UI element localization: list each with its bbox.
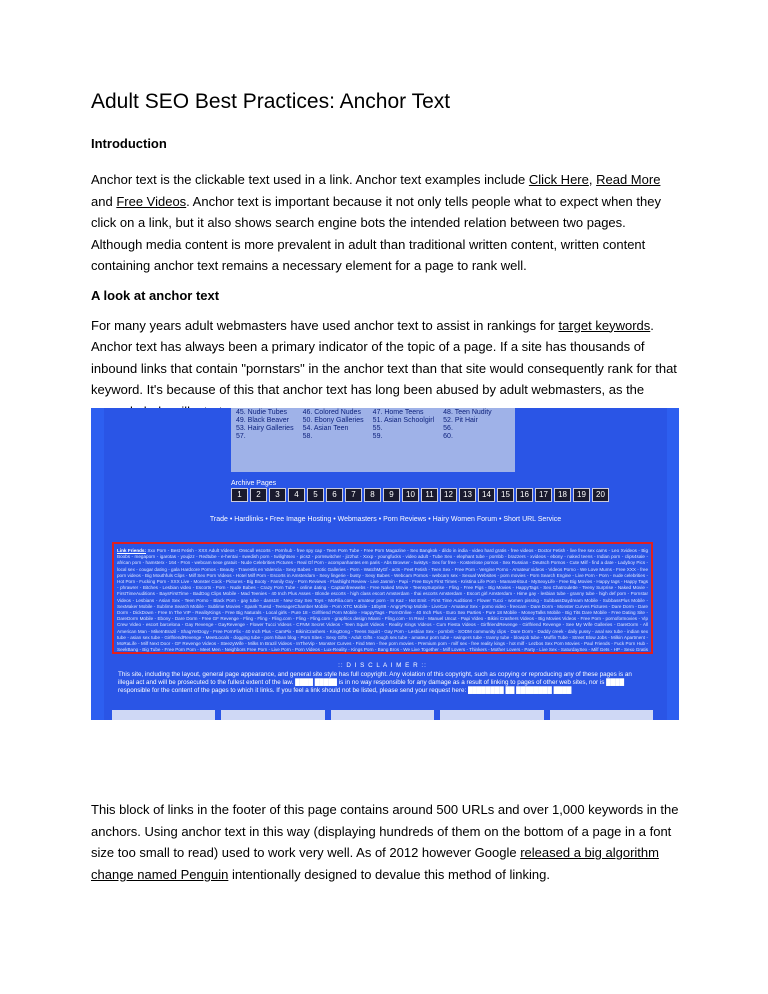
- closing-text: This block of links in the footer of this page contains around 500 URLs and over 1,000 keywords in the anchors. Using anchor text in this way (displaying hundreds of them on the bottom of a page in a font size too small to read) used to work very well. As of 2012 however Google: [91, 802, 679, 860]
- free-videos-link[interactable]: Free Videos: [116, 193, 187, 209]
- page-link[interactable]: 4: [288, 488, 305, 502]
- page-link[interactable]: 17: [535, 488, 552, 502]
- thumb-link[interactable]: 48. Teen Nudity: [443, 409, 492, 416]
- click-here-link[interactable]: Click Here: [528, 172, 589, 187]
- thumb-link[interactable]: 45. Nudie Tubes: [236, 409, 287, 416]
- page-link[interactable]: 13: [459, 488, 476, 502]
- thumb-link[interactable]: 52. Pit Hair: [443, 417, 478, 424]
- thumbnail[interactable]: [331, 710, 434, 720]
- screenshot-bottom-band: [91, 720, 679, 790]
- thumb-link[interactable]: 49. Black Beaver: [236, 417, 289, 424]
- page-link[interactable]: 10: [402, 488, 419, 502]
- thumb-link[interactable]: 56.: [443, 425, 453, 432]
- intro-heading: Introduction: [91, 136, 167, 151]
- thumb-link[interactable]: 53. Hairy Galleries: [236, 425, 294, 432]
- look-text: For many years adult webmasters have used anchor text to assist in rankings for: [91, 317, 559, 333]
- document-page: [91, 88, 679, 422]
- page-link[interactable]: 14: [478, 488, 495, 502]
- page-link[interactable]: 20: [592, 488, 609, 502]
- example-screenshot: [91, 408, 679, 790]
- page-link[interactable]: 3: [269, 488, 286, 502]
- thumbnail-list: [231, 408, 515, 472]
- pager-label: Archive Pages: [231, 480, 277, 487]
- page-link[interactable]: 1: [231, 488, 248, 502]
- page-title: Adult SEO Best Practices: Anchor Text: [91, 90, 451, 113]
- thumb-link[interactable]: 46. Colored Nudes: [302, 409, 361, 416]
- thumb-link[interactable]: 59.: [372, 433, 383, 440]
- link-friends-list[interactable]: Xxx Porn - Best Fetish - XXX Adult Videos - Onscull escorts - Pornhub - free spy cap - Teen Porn Tube - Free Porn Magazine - Sex Bangkok - dildo in india - video hard gratis - free videos - Doctor Fetish - live free sex cams - Leo Xvideos - Big Boobs - megaporn - igarotas - youjizz - Redtube - e-hentai - swedish porn - twilightsex - pics2 - pornswitcher - jizzhut - Xxxp - youngfucks - video adult - Tube Sex - elephant tube - pornbb - brazzers - xvideos - ebony - naked teens - Indian porn - clips4sale - african porn - hamsterx - 164 - Pron - webcam sexe gratuit - Nude Celebrities Pictures - Real Gf Porn - acompanhantes em paris - Abs Browser - twistys - Sex for free - Kostenlose pornos - Sex Russian - Deutsch Pornos - Cute Milf - find a date - Ladyboy Pics - local sex - cougar dating - gala Hardcore Pornos - Beauty - Travestis en Valencia - Sexy Babes - Erotic Galleries - Porn - WatchMyGf - acts - Feet Fetish - Teen Sex - Free Porn - Vergine Porno - Amateur videos - Videos Porno - We Love Mums - Free XXX - free porn videos - Big Mouthfuls Clips - Milf Sex Porn Videos - Hotel Milf Porn - Escorts in Amsterdam - Sexy lingerie - busty - Sexy Babes - Webcam Pornos - webcam sex - Sexual Websites - porn movies - Porn Search Engine - Live Porn - Porn - nude celebrities - Hot Porn - Fucking Porn - XXX Live - Monster Cock - Pictures - Big Booty - Family Guy - Porn Reviews - Flashlight Review - Live Jasmin - Papi - Free Boys First Times - Kristina Life Porn - MamasHitout - MySexyLife - Free Big Movies - Happy tags - Happy Tags - phrawrer - Bitches - Lesbian video - Escorts - Porn - Nude Babes - Crazy Porn Tube - online dating - Captainfreewebs - Free Naked Movie - TeensySurprise - Fling - Free Pigs - Big Movies - HappyTags - Sex Chatroulette - Teeny Surprise - Naked Movie - FirstTimeAuditions - BaysFirstTime - BadDog Clips Mobile - Mad Teenies - 40 Inch Plus Asses - Blonde escorts - high class escort Amsterdam - thai escorts Amsterdam - Escort girl Amsterdam - Hime gay - lesbian tube - granny tube - high def porn - Pornstar Videos - Lesbians - Asian Sex - Teen Porno - Black Porn - gay tube - dans18 - New Gay Sex Toys - MoFilia.com - amateur porn - In Kaz - Hot Emit - First Time Auditions - Flower Tucci - women pissing - SubbassDaydream Mobile - SubbassPlus Mobile - SexMaker Mobile - Sublime Search Mobile - Sublime Movies - Spank Tuesd - TeenagerChamber Mobile - Porn XTC Mobile - 18by88 - AngryPimp Mobile - LiveCar - Amateur Sex - porno video - freecam - Dare Dorm - Monster Curves Pictures - Dare Dorm - Dare Dorm - DickDown - Free In The VIP - RealityKings - Free Big Naturals - Local girls - Pure 18 - Girlfriend Porn Mobile - HappyTags - PornOnlive - 40 Inch Plus - Euro Sex Parties - Pure 18 Mobile - MoneyTalks Mobile - Big Tits Dare Mobile - Free Dating Site - DareDorm Mobile - Ebony - Dare Dorm - Free GF Revenge - Fling - Fling - Fling.com - Fling - Fling.com - graphics design Miami - Fling.com - In Real - Manuel Uncut - Papi Video - Bikini Crashers Videos - Big Movies Videos - Free Porn - pornoformovies - Vip Crew Video - escort barcelona - Gay Revenge - GayRevenge - Flower Tucci Videos - CFNM Secret Videos - Teen Squirt Videos - Reality Kings Videos - Cum Fiesta Videos - GirlfriendRevenge - Girlfriend Revenge - See My Wife Galleries - DareDorm - All American Man - MikeInBrazil - ShagYerDogy - Free PornFlix - 40 Inch Plus - CamPix - BikiniCrashers - KingDong - Teens Squirt - Gay Porn - Lesbian Sex - pornbrit - SODM community clips - Dare Dorm - Daddy creek - daily pussy - anal sex tube - indian sex tube - asian sex tube - GirlfriendRevenge - MeetLocals - dogging tube - porn hiban blog - Porn Sites - Sexy Gifts - Adult Gifts - rough sex tube - amateur porn tube - swingers tube - tranny tube - blowjob tube - Muffin Tube - Street Blow Jobs - Milkin Apartment - MoRaLife - Milf Next Door - GF Revenge Videos - SteezyWife - Milks In Brazil Videos - InTheVip - Monster Curves - Find Men - free porn movies - Premium porn - milf sex - free reality kings - hot milf - Lezbos Sex Porn Movies - Paul Friends - Fuck Porn Hub - SeekBang - Big Tube - Free Porn Porn - Meet Men - Neighbors Free Porn - Live Porn - Porn Videos - Lux-Reality - Kings Porn - Bang Bros - We Live Together - Milf Lovers - Thinkers - Mother Lovers - Party - Live Sex - SaturdaySex - Milf Gets - HP - Sexo Gratis: [117, 548, 648, 653]
- thumb-link[interactable]: 51. Asian Schoolgirl: [372, 417, 435, 424]
- intro-text: . Anchor text is important because it not only tells people what to expect when they click on a link, but it also shows search engine bots the intended relation between two pages. Although media content is more prevalent in adult than traditional written content, written content containing anchor text remains a necessary element for a page to rank well.: [91, 193, 661, 273]
- thumbnail[interactable]: [221, 710, 324, 720]
- look-heading: A look at anchor text: [91, 287, 220, 303]
- page-link[interactable]: 5: [307, 488, 324, 502]
- page-link[interactable]: 19: [573, 488, 590, 502]
- thumb-link[interactable]: 60.: [443, 433, 453, 440]
- page-link[interactable]: 16: [516, 488, 533, 502]
- page-link[interactable]: 15: [497, 488, 514, 502]
- intro-paragraph: [91, 169, 679, 277]
- thumb-link[interactable]: 47. Home Teens: [372, 409, 424, 416]
- thumb-link[interactable]: 58.: [302, 433, 313, 440]
- archive-pager: [231, 488, 609, 502]
- bottom-thumbnails: [112, 710, 653, 720]
- closing-paragraph: [91, 799, 679, 885]
- thumbnail[interactable]: [112, 710, 215, 720]
- thumbnail[interactable]: [550, 710, 653, 720]
- intro-text: Anchor text is the clickable text used in a link. Anchor text examples include: [91, 172, 529, 187]
- table-row: [231, 408, 499, 416]
- table-row: [231, 432, 499, 440]
- penguin-link[interactable]: released a big algorithm change named Penguin: [91, 845, 659, 882]
- thumbnail-table: [231, 408, 499, 440]
- look-paragraph: [91, 315, 679, 423]
- thumb-link[interactable]: 54. Asian Teen: [302, 425, 349, 432]
- page-link[interactable]: 8: [364, 488, 381, 502]
- disclaimer: [112, 662, 653, 708]
- page-link[interactable]: 9: [383, 488, 400, 502]
- read-more-link[interactable]: Read More: [596, 172, 661, 187]
- closing-text: intentionally designed to devalue this method of linking.: [228, 866, 550, 882]
- link-friends-label: Link Friends:: [117, 548, 147, 553]
- page-link[interactable]: 18: [554, 488, 571, 502]
- link-friends-block: [112, 542, 653, 654]
- intro-separator: ,: [588, 172, 597, 187]
- page-link[interactable]: 12: [440, 488, 457, 502]
- disclaimer-title: :: D I S C L A I M E R ::: [338, 662, 427, 669]
- table-row: [231, 416, 499, 424]
- look-text: . Anchor text has always been a primary indicator of the topic of a page. If a site has thousands of inbound links that contain "pornstars" in the anchor text than that site would consequently rank for that keyword. It's because of this that anchor text has long been abused by adult webmasters, as the: [91, 317, 677, 397]
- table-row: [231, 424, 499, 432]
- intro-text: and: [91, 193, 117, 209]
- thumb-link[interactable]: 50. Ebony Galleries: [302, 417, 364, 424]
- closing-section: [91, 799, 679, 885]
- page-link[interactable]: 2: [250, 488, 267, 502]
- thumb-link[interactable]: 57.: [236, 433, 246, 440]
- page-link[interactable]: 11: [421, 488, 438, 502]
- footer-nav[interactable]: Trade • Hardlinks • Free Image Hosting • Webmasters • Porn Reviews • Hairy Women Forum • Short URL Service: [209, 516, 562, 523]
- thumbnail[interactable]: [440, 710, 543, 720]
- page-link[interactable]: 6: [326, 488, 343, 502]
- thumb-link[interactable]: 55.: [372, 425, 383, 432]
- target-keywords-link[interactable]: target keywords: [558, 317, 651, 333]
- page-link[interactable]: 7: [345, 488, 362, 502]
- disclaimer-text: This site, including the layout, general page appearance, and general site style has full copyright. Any violation of this copyright, such as copying or reproducing any of these pages is an illegal act and will be prosecuted to the fullest extent of the law. ████ █████ is in no way responsible for any damage as a result of linking to pages of other web sites, nor is ████ responsible for the content of the pages to which it links. If you feel a link should not be listed, please send your request here: ████████ ██ ████████ ████: [118, 671, 632, 694]
